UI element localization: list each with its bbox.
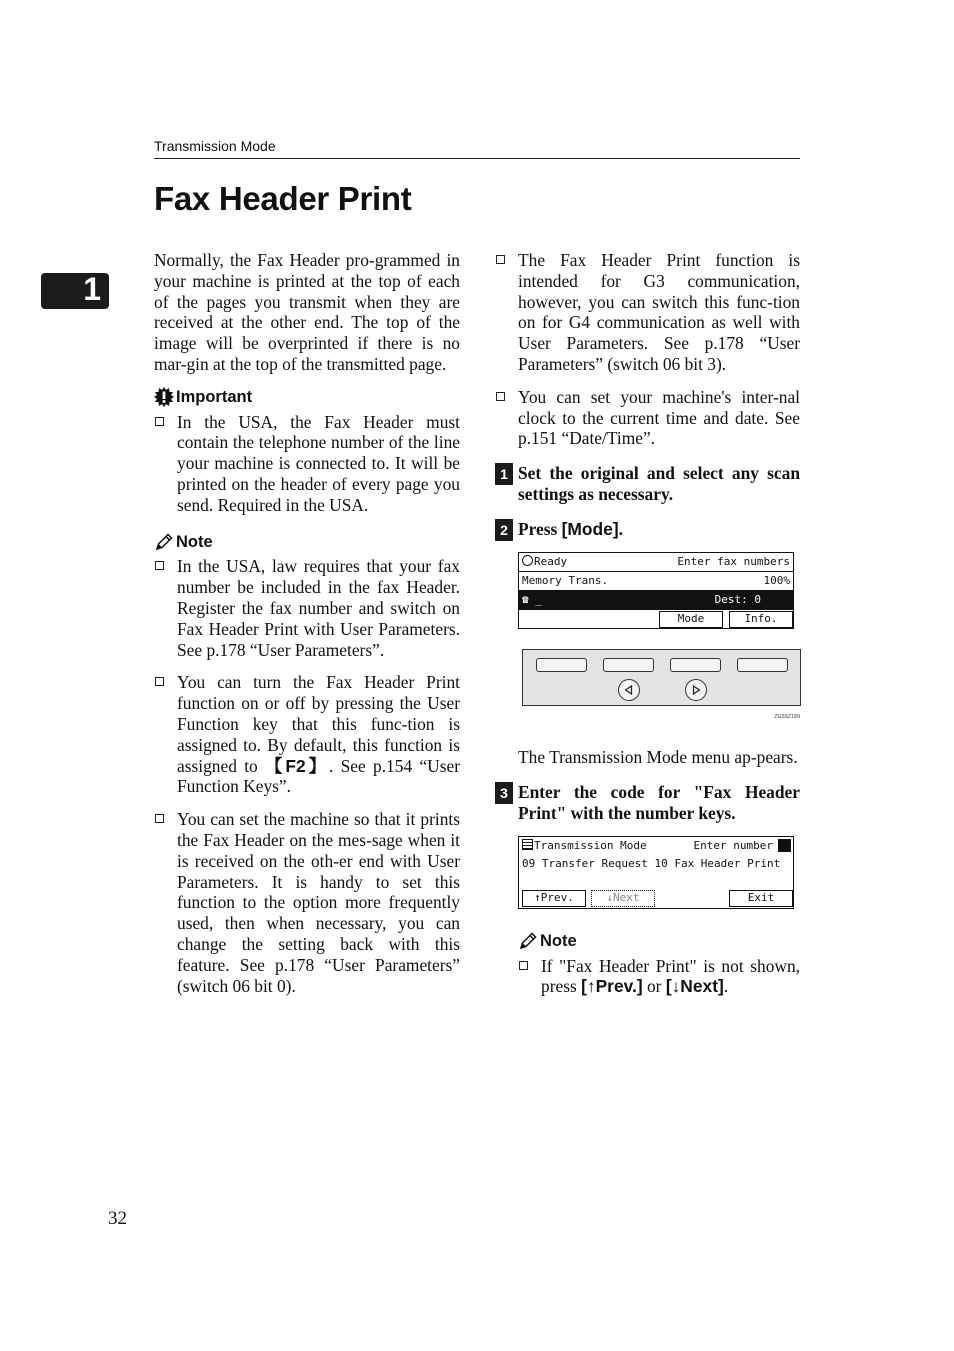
page-number: 32 bbox=[108, 1208, 127, 1229]
important-icon bbox=[154, 387, 174, 407]
step-text: Set the original and select any scan settings as necessary. bbox=[518, 463, 800, 504]
left-column bbox=[154, 250, 460, 1002]
lcd-row-buttons bbox=[519, 889, 793, 908]
selection-key[interactable] bbox=[670, 658, 721, 672]
figure-code: ZGSS210N bbox=[774, 713, 800, 720]
note-item: You can turn the Fax Header Print function on or off by pressing the User Function key that this func-tion is assigned to. By default, this function is assigned to 【F2】. See p.154 “User Function Keys”. bbox=[154, 672, 460, 797]
header-rule bbox=[154, 158, 800, 159]
left-arrow-key[interactable] bbox=[618, 679, 640, 701]
important-item: In the USA, the Fax Header must contain the telephone number of the line your machine is connected to. It will be printed on the header of every page you send. Required in the USA. bbox=[154, 412, 460, 516]
f2-key-label: 【F2】 bbox=[265, 755, 329, 776]
important-heading bbox=[154, 387, 460, 408]
checkbox-icon bbox=[496, 255, 505, 264]
selection-key[interactable] bbox=[603, 658, 654, 672]
step-text: Enter the code for "Fax Header Print" with the number keys. bbox=[518, 782, 800, 823]
checkbox-icon bbox=[155, 561, 164, 570]
next-button[interactable]: ↓Next bbox=[591, 890, 655, 907]
lcd-row-selected: ☎ _ Dest: 0 bbox=[519, 591, 793, 610]
important-label: Important bbox=[176, 387, 253, 406]
checkbox-icon bbox=[155, 417, 164, 426]
checkbox-icon bbox=[496, 392, 505, 401]
step-number: 2 bbox=[495, 519, 513, 541]
checkbox-icon bbox=[519, 961, 528, 970]
prev-key-label: [↑Prev.] bbox=[581, 976, 643, 997]
intro-paragraph: Normally, the Fax Header pro-grammed in your machine is printed at the top of each of the pages you transmit when they are received at the other end. The top of the image will be overprinted if there is no mar-gin at the top of the transmitted page. bbox=[154, 250, 460, 374]
chapter-tab bbox=[41, 273, 109, 309]
triangle-right-icon bbox=[686, 680, 706, 700]
step-number: 1 bbox=[495, 463, 513, 485]
triangle-left-icon bbox=[619, 680, 639, 700]
step-number: 3 bbox=[495, 782, 513, 804]
cursor-block bbox=[778, 839, 791, 852]
menu-icon bbox=[522, 839, 533, 850]
step-3 bbox=[495, 782, 800, 824]
right-column bbox=[495, 250, 800, 1003]
note-item: The Fax Header Print function is intended for G3 communication, however, you can switch this func-tion on for G4 communication as well with User Parameters. See p.178 “User Parameters” (switch 06 bit 3). bbox=[495, 250, 800, 375]
control-keypad bbox=[522, 649, 801, 706]
exit-button[interactable]: Exit bbox=[729, 890, 793, 907]
lcd-row-blank bbox=[519, 873, 793, 889]
note-label: Note bbox=[176, 532, 213, 551]
selection-key[interactable] bbox=[737, 658, 788, 672]
info-button[interactable]: Info. bbox=[729, 611, 793, 628]
pencil-icon bbox=[154, 532, 174, 552]
chapter-number: 1 bbox=[83, 271, 101, 307]
note-item: You can set the machine so that it prints the Fax Header on the mes-sage when it is received on the oth-er end with User Parameters. It is handy to set this function to the option more frequently used, then when necessary, you can change the setting back with this feature. See p.178 “User Parameters” (switch 06 bit 0). bbox=[154, 809, 460, 996]
lcd-row: Transmission Mode Enter number bbox=[519, 837, 793, 855]
running-header: Transmission Mode bbox=[154, 138, 276, 154]
note-heading bbox=[518, 931, 800, 952]
note-heading bbox=[154, 532, 460, 553]
page-title: Fax Header Print bbox=[154, 180, 412, 217]
note-item: If "Fax Header Print" is not shown, press [↑Prev.] or [↓Next]. bbox=[518, 956, 800, 998]
checkbox-icon bbox=[155, 677, 164, 686]
checkbox-icon bbox=[155, 814, 164, 823]
lcd-row: Memory Trans. 100% bbox=[519, 572, 793, 591]
mode-key-label: [Mode] bbox=[561, 518, 619, 539]
step-1 bbox=[495, 463, 800, 505]
step-2: 2 Press [Mode]. bbox=[495, 519, 800, 540]
lcd-panel-ready bbox=[518, 552, 794, 629]
note-item: You can set your machine's inter-nal clock to the current time and date. See p.151 “Date/Time”. bbox=[495, 387, 800, 449]
pencil-icon bbox=[518, 931, 538, 951]
selection-key[interactable] bbox=[536, 658, 587, 672]
step-2-result: The Transmission Mode menu ap-pears. bbox=[518, 747, 798, 768]
lcd-row: 09 Transfer Request 10 Fax Header Print bbox=[522, 856, 781, 870]
lcd-row: Ready Enter fax numbers bbox=[519, 553, 793, 572]
circle-icon bbox=[522, 555, 533, 566]
next-key-label: [↓Next] bbox=[665, 976, 724, 997]
note-label: Note bbox=[540, 931, 577, 950]
lcd-panel-transmission-mode bbox=[518, 836, 794, 909]
mode-button[interactable]: Mode bbox=[659, 611, 723, 628]
lcd-row-buttons bbox=[519, 610, 793, 628]
right-arrow-key[interactable] bbox=[685, 679, 707, 701]
note-item: In the USA, law requires that your fax number be included in the fax Header. Register the fax number and switch on Fax Header Print with User Parameters. See p.178 “User Parameters”. bbox=[154, 556, 460, 660]
prev-button[interactable]: ↑Prev. bbox=[522, 890, 586, 907]
